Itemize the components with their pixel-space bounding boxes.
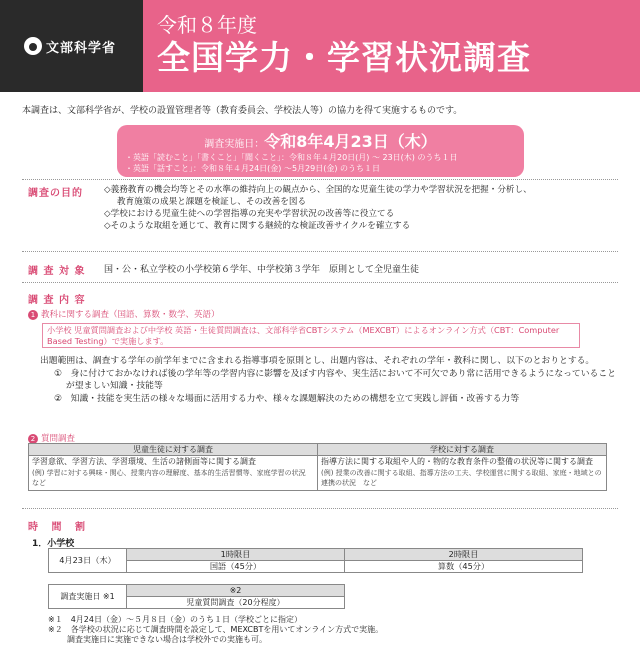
target-text: 国・公・私立学校の小学校第６学年、中学校第３学年 原則として全児童生徒 bbox=[104, 265, 420, 275]
questionnaire-schedule-table bbox=[48, 584, 345, 609]
page-title: 全国学力・学習状況調査 bbox=[157, 38, 531, 77]
logo bbox=[0, 0, 143, 92]
fiscal-year: 令和８年度 bbox=[157, 13, 257, 37]
title-block bbox=[143, 0, 640, 92]
range-text bbox=[28, 355, 618, 405]
number-badge: 2 bbox=[28, 434, 38, 444]
survey-date-box bbox=[117, 125, 524, 177]
divider bbox=[22, 179, 618, 180]
survey-date: 令和8年4月23日（木） bbox=[264, 132, 437, 151]
schedule-table bbox=[48, 548, 583, 573]
divider bbox=[22, 251, 618, 252]
purpose-list bbox=[104, 184, 624, 232]
elementary-label: 1．小学校 bbox=[32, 539, 75, 549]
subject-cell: 国語（45分） bbox=[127, 561, 345, 573]
subject-survey-heading bbox=[28, 308, 220, 320]
cell-main: 学習意欲、学習方法、学習環境、生活の諸側面等に関する調査 bbox=[32, 457, 256, 466]
schedule-label: 時 間 割 bbox=[28, 522, 90, 533]
footnote: ※２ 各学校の状況に応じて調査時間を設定して、MEXCBTを用いてオンライン方式で実施。 bbox=[48, 625, 384, 634]
footnote: 調査実施日に実施できない場合は学校外での実施も可。 bbox=[67, 635, 267, 644]
survey-date-label: 調査実施日： bbox=[204, 139, 265, 150]
ministry-name: 文部科学省 bbox=[46, 40, 117, 56]
table-header: 学校に対する調査 bbox=[318, 444, 607, 456]
cell-main: 指導方法に関する取組や人的・物的な教育条件の整備の状況等に関する調査 bbox=[321, 457, 593, 466]
footnote: ※１ 4月24日（金）～５月８日（金）のうち１日（学校ごとに指定） bbox=[48, 615, 302, 624]
cell-example: (例) 授業の改善に関する取組、指導方法の工夫、学校運営に関する取組、家庭・地域との連携の状況 など bbox=[321, 468, 602, 487]
survey-date-label-cell: 調査実施日 ※1 bbox=[49, 585, 127, 609]
number-badge: 1 bbox=[28, 310, 38, 320]
table-cell bbox=[318, 456, 607, 491]
header bbox=[0, 0, 640, 92]
ministry-emblem-icon bbox=[24, 37, 42, 55]
subject-survey-title: 教科に関する調査（国語、算数・数学、英語） bbox=[41, 310, 220, 320]
english-date-1: ・英語「読むこと」「書くこと」「聞くこと」：令和８年４月20日(月) ～ 23日(木) のうち１日 bbox=[125, 153, 458, 162]
purpose-item: 教育施策の成果と課題を検証し、その改善を図る bbox=[117, 197, 307, 207]
table-header: 児童生徒に対する調査 bbox=[29, 444, 318, 456]
schedule-date: 4月23日（木） bbox=[49, 549, 127, 573]
questionnaire-table bbox=[28, 443, 607, 491]
divider bbox=[22, 508, 618, 509]
period-header: 2時限目 bbox=[345, 549, 583, 561]
table-cell bbox=[29, 456, 318, 491]
range-item: ② 知識・技能を実生活の様々な場面に活用する力や、様々な課題解決のための構想を立て実践し評価・改善する力等 bbox=[54, 393, 520, 404]
purpose-item: ◇そのような取組を通じて、教育に関する継続的な検証改善サイクルを確立する bbox=[104, 221, 411, 231]
questionnaire-title: 質問調査 bbox=[41, 434, 76, 444]
purpose-item: ◇義務教育の機会均等とその水準の維持向上の観点から、全国的な児童生徒の学力や学習状況を把握・分析し、 bbox=[104, 185, 532, 195]
survey-item-cell: 児童質問調査（20分程度） bbox=[127, 597, 345, 609]
divider bbox=[22, 282, 618, 283]
cbt-notice: 小学校 児童質問調査および中学校 英語・生徒質問調査は、文部科学省CBTシステム（MEXCBT）によるオンライン方式（CBT：Computer Based Testing）で実施します。 bbox=[42, 323, 580, 348]
purpose-item: ◇学校における児童生徒への学習指導の充実や学習状況の改善等に役立てる bbox=[104, 209, 395, 219]
range-item: ① 身に付けておかなければ後の学年等の学習内容に影響を及ぼす内容や、実生活において不可欠であり常に活用できるようになっていることが望ましい知識・技能等 bbox=[54, 368, 616, 391]
purpose-label: 調査の目的 bbox=[28, 188, 83, 199]
range-paragraph: 出題範囲は、調査する学年の前学年までに含まれる指導事項を原則とし、出題内容は、それぞれの学年・教科に関し、以下のとおりとする。 bbox=[40, 356, 595, 366]
subject-cell: 算数（45分） bbox=[345, 561, 583, 573]
note-mark-cell: ※2 bbox=[127, 585, 345, 597]
english-date-2: ・英語「話すこと」：令和８年４月24日(金) ～5月29日(金) のうち１日 bbox=[125, 164, 381, 173]
footnotes bbox=[48, 615, 383, 645]
intro-text: 本調査は、文部科学省が、学校の設置管理者等（教育委員会、学校法人等）の協力を得て実施するものです。 bbox=[22, 106, 463, 116]
period-header: 1時限目 bbox=[127, 549, 345, 561]
survey-date-line bbox=[117, 125, 524, 152]
target-label: 調 査 対 象 bbox=[28, 266, 86, 277]
cell-example: (例) 学習に対する興味・関心、授業内容の理解度、基本的生活習慣等、家庭学習の状況 など bbox=[32, 468, 313, 487]
content-label: 調 査 内 容 bbox=[28, 295, 86, 306]
